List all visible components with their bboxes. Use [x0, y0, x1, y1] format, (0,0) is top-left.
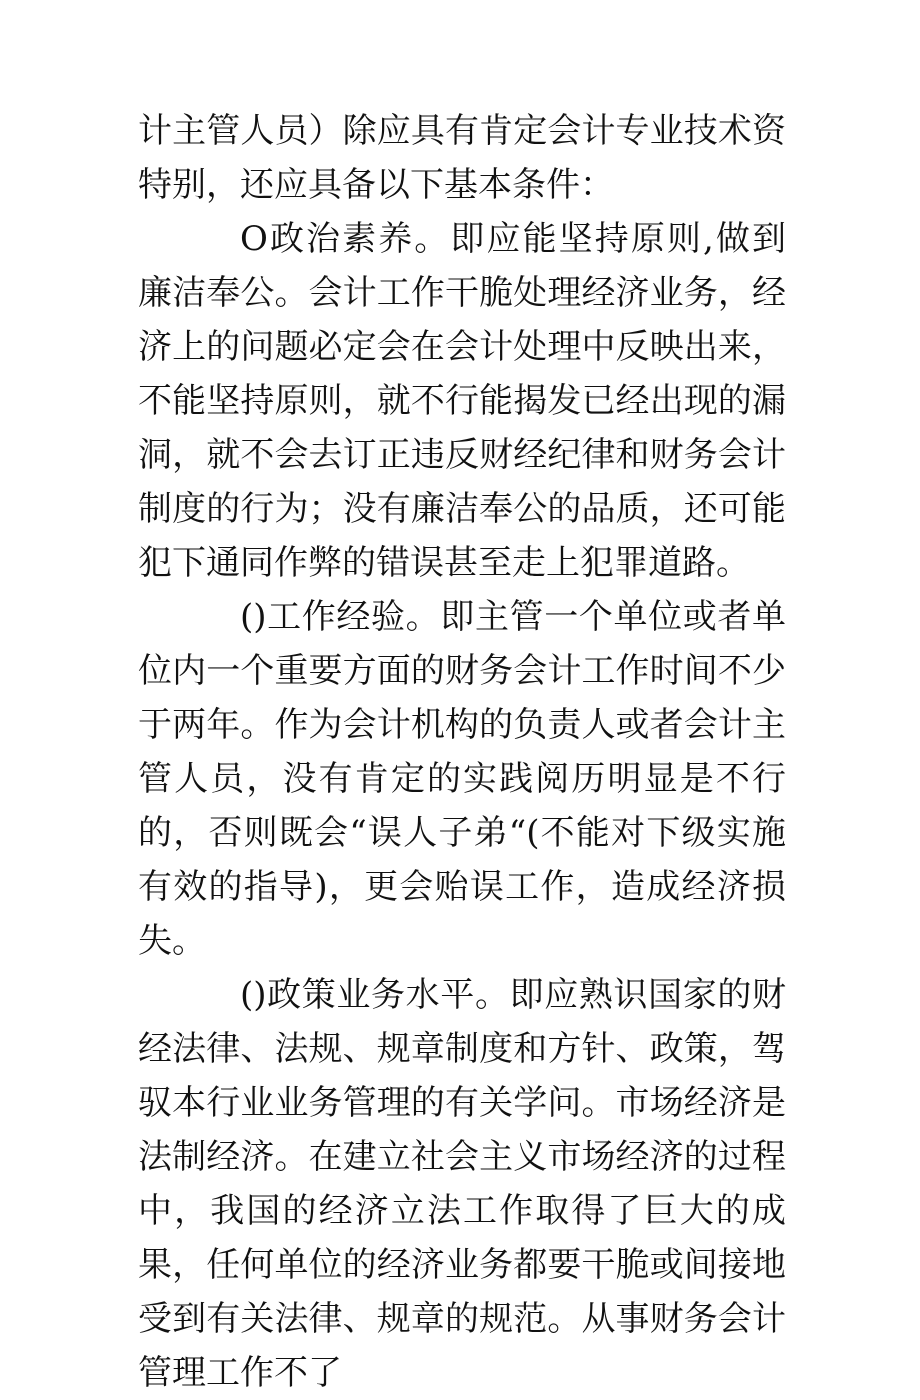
paragraph-political-quality: O政治素养。即应能坚持原则,做到廉洁奉公。会计工作干脆处理经济业务，经济上的问题必定会在会计处理中反映出来，不能坚持原则，就不行能揭发已经出现的漏洞，就不会去订正违反财经纪律和财务会计制度的行为；没有廉洁奉公的品质，还可能犯下通同作弊的错误甚至走上犯罪道路。	[138, 219, 786, 583]
document-body	[138, 104, 786, 1400]
paragraph-continuation: 计主管人员）除应具有肯定会计专业技术资特别，还应具备以下基本条件：	[138, 111, 786, 205]
paragraph-policy-level: ()政策业务水平。即应熟识国家的财经法律、法规、规章制度和方针、政策，驾驭本行业业务管理的有关学问。市场经济是法制经济。在建立社会主义市场经济的过程中，我国的经济立法工作取得了巨大的成果，任何单位的经济业务都要干脆或间接地受到有关法律、规章的规范。从事财务会计管理工作不了	[138, 975, 786, 1393]
paragraph-work-experience: ()工作经验。即主管一个单位或者单位内一个重要方面的财务会计工作时间不少于两年。作为会计机构的负责人或者会计主管人员，没有肯定的实践阅历明显是不行的，否则既会“误人子弟“(不能对下级实施有效的指导)，更会贻误工作，造成经济损失。	[138, 597, 786, 961]
